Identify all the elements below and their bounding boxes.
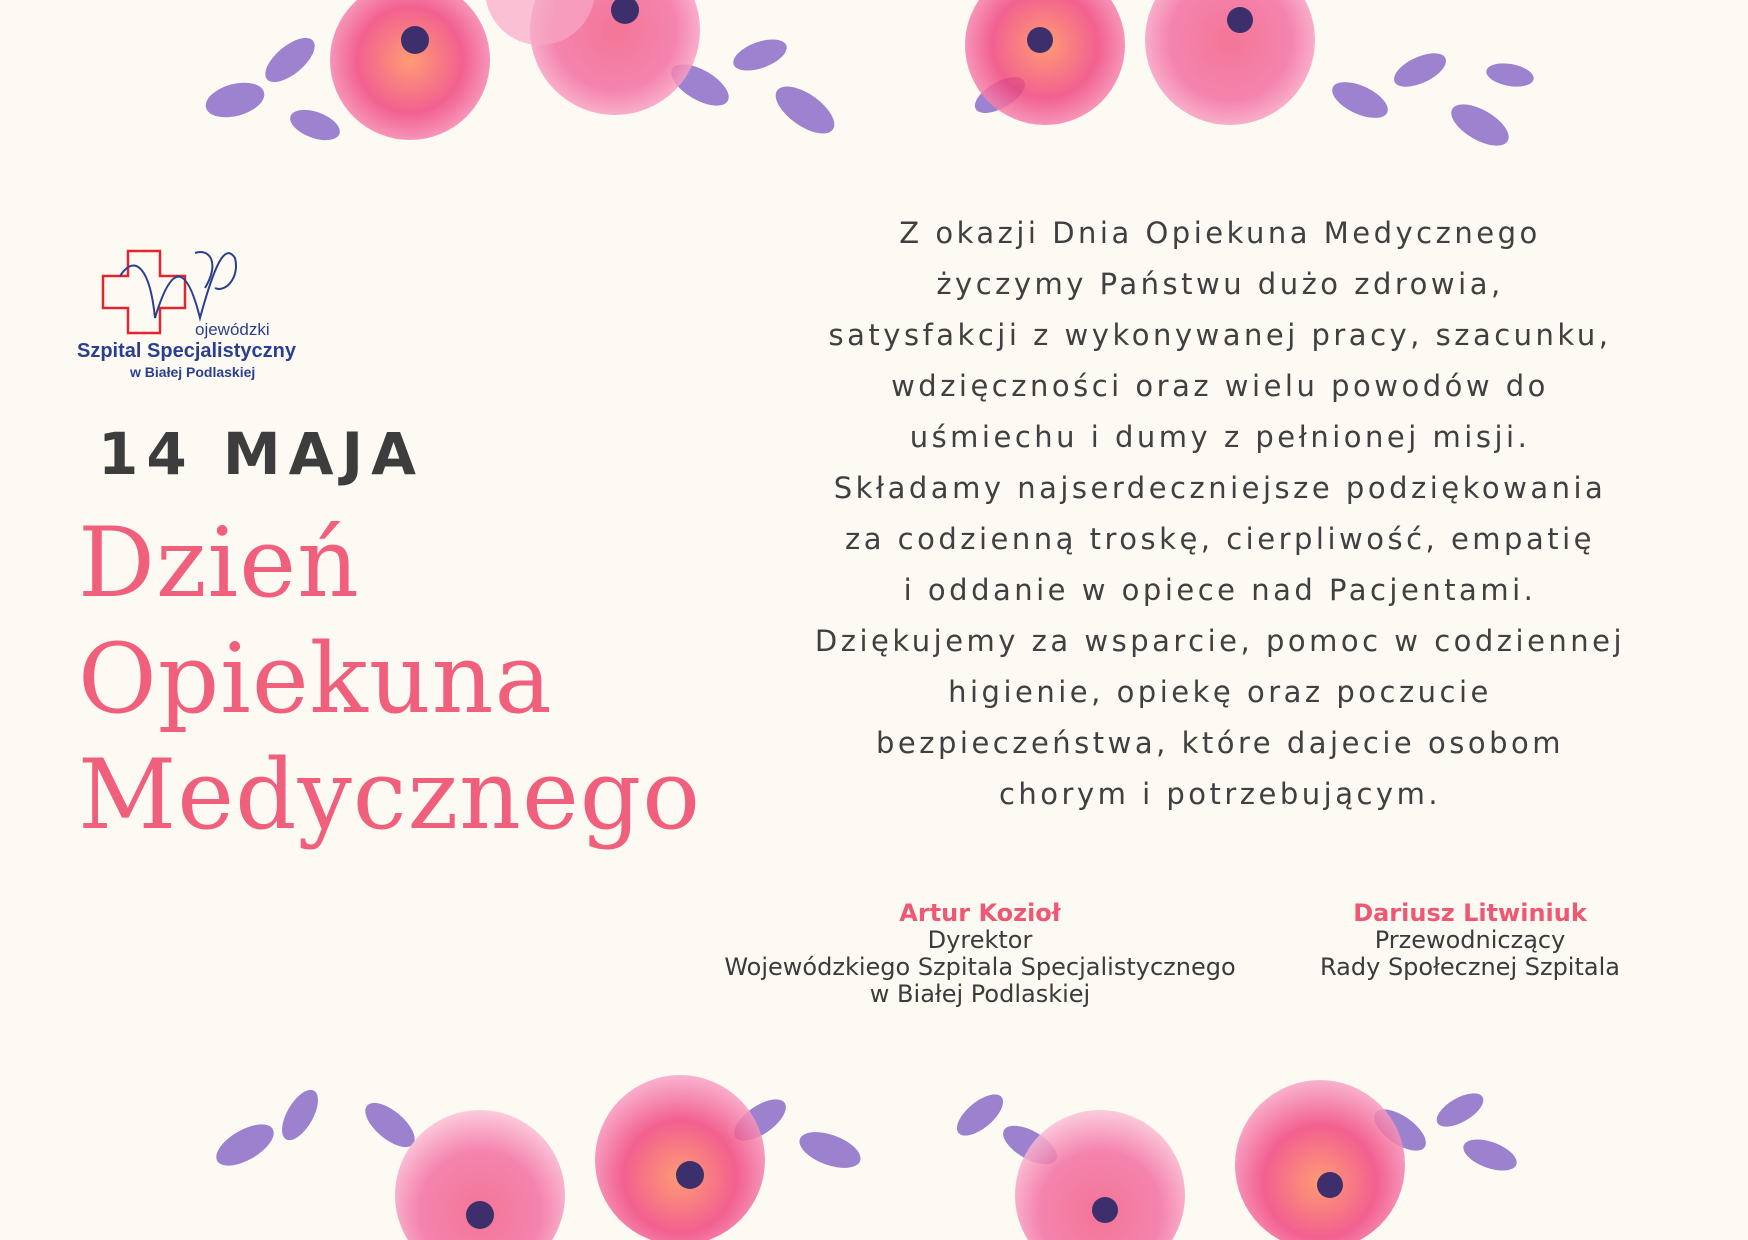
floral-border-top (0, 0, 1748, 160)
message-line: wdzięczności oraz wielu powodów do (891, 369, 1549, 403)
message-line: chorym i potrzebującym. (998, 777, 1442, 811)
floral-border-bottom (0, 1075, 1748, 1240)
logo-text-location: w Białej Podlaskiej (130, 364, 256, 380)
signature-name: Dariusz Litwiniuk (1353, 899, 1587, 927)
signature-role: Dyrektor (927, 926, 1033, 954)
signature-director (700, 900, 1260, 1008)
date-heading: 14 MAJA (98, 420, 424, 488)
event-title (78, 505, 701, 853)
signature-role: Przewodniczący (1374, 926, 1566, 954)
message-line: Składamy najserdeczniejsze podziękowania (833, 471, 1607, 505)
message-line: życzymy Państwu dużo zdrowia, (936, 267, 1504, 301)
title-line: Dzień (78, 507, 360, 619)
message-line: bezpieczeństwa, które dajecie osobom (876, 726, 1564, 760)
message-line: Dziękujemy za wsparcie, pomoc w codziennej (814, 624, 1626, 658)
signature-council-chair (1300, 900, 1640, 981)
logo-text-hospital-name: Szpital Specjalistyczny (77, 340, 296, 362)
signature-name: Artur Kozioł (899, 899, 1061, 927)
logo-text-wojewodzki: ojewódzki (195, 320, 270, 339)
title-line: Medycznego (78, 739, 702, 851)
message-line: higienie, opiekę oraz poczucie (948, 675, 1492, 709)
message-line: uśmiechu i dumy z pełnionej misji. (909, 420, 1531, 454)
message-line: satysfakcji z wykonywanej pracy, szacunku, (828, 318, 1612, 352)
signature-organization: Wojewódzkiego Szpitala Specjalistycznego (724, 953, 1236, 981)
message-line: za codzienną troskę, cierpliwość, empatię (844, 522, 1596, 556)
message-line: i oddanie w opiece nad Pacjentami. (903, 573, 1537, 607)
title-line: Opiekuna (78, 623, 553, 735)
signature-organization: Rady Społecznej Szpitala (1320, 953, 1620, 981)
signature-organization-location: w Białej Podlaskiej (869, 980, 1091, 1008)
message-line: Z okazji Dnia Opiekuna Medycznego (899, 216, 1541, 250)
greeting-message (740, 208, 1700, 820)
